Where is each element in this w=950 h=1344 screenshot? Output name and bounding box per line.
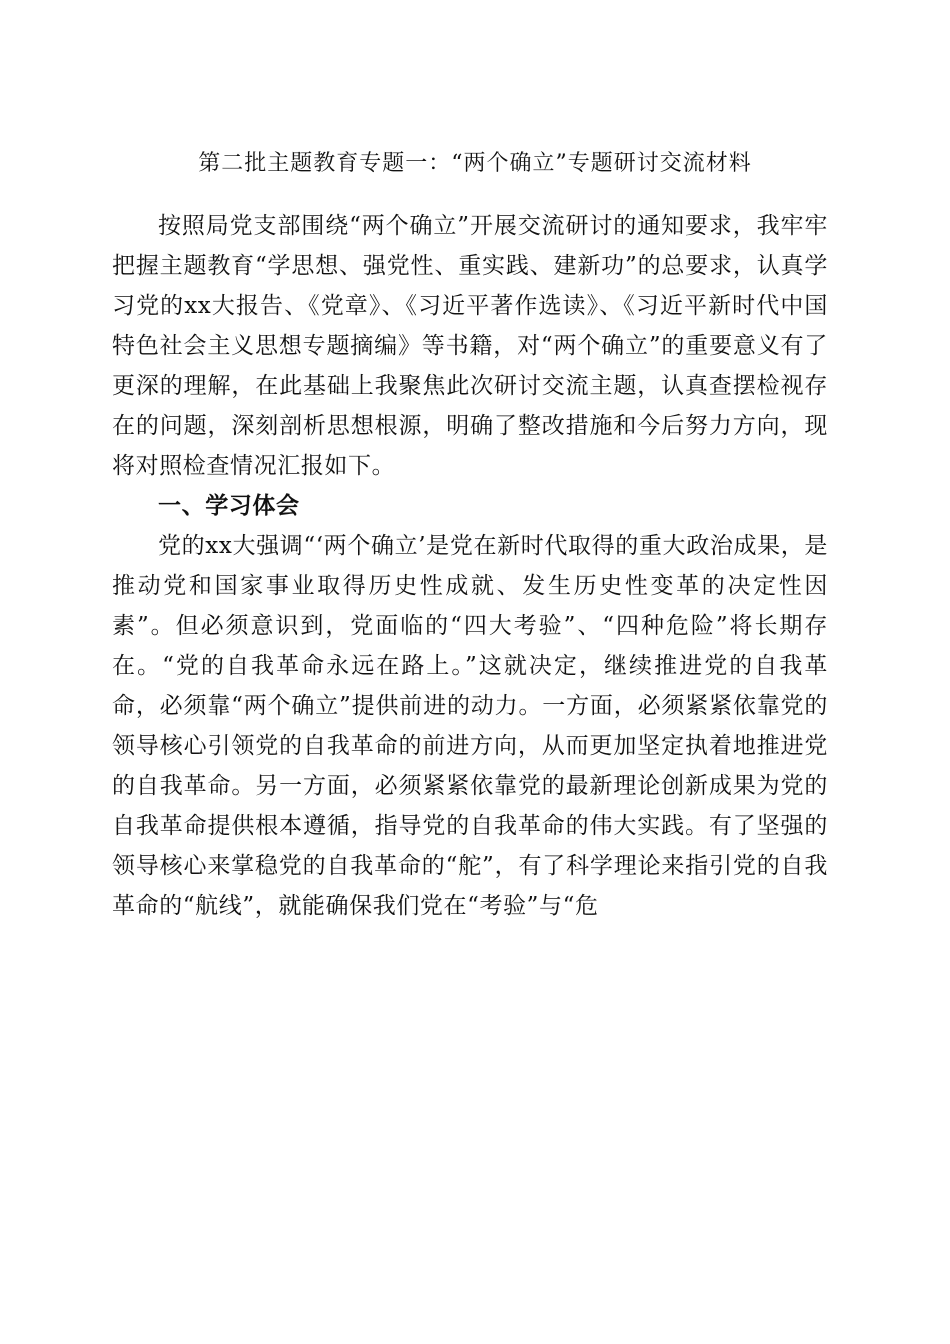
intro-paragraph: 按照局党支部围绕“两个确立”开展交流研讨的通知要求，我牢牢把握主题教育“学思想、强党性、重实践、建新功”的总要求，认真学习党的xx大报告、《党章》、《习近平著作选读》、《习近平新时代中国特色社会主义思想专题摘编》等书籍，对“两个确立”的重要意义有了更深的理解，在此基础上我聚焦此次研讨交流主题，认真查摆检视存在的问题，深刻剖析思想根源，明确了整改措施和今后努力方向，现将对照检查情况汇报如下。 — [112, 213, 828, 479]
document-body — [112, 206, 828, 926]
section-paragraph: 党的xx大强调“‘两个确立’是党在新时代取得的重大政治成果，是推动党和国家事业取得历史性成就、发生历史性变革的决定性因素”。但必须意识到，党面临的“四大考验”、“四种危险”将长期存在。“党的自我革命永远在路上。”这就决定，继续推进党的自我革命，必须靠“两个确立”提供前进的动力。一方面，必须紧紧依靠党的领导核心引领党的自我革命的前进方向，从而更加坚定执着地推进党的自我革命。另一方面，必须紧紧依靠党的最新理论创新成果为党的自我革命提供根本遵循，指导党的自我革命的伟大实践。有了坚强的领导核心来掌稳党的自我革命的“舵”，有了科学理论来指引党的自我革命的“航线”，就能确保我们党在“考验”与“危 — [112, 533, 828, 919]
section-heading: 一、学习体会 — [158, 493, 300, 519]
document-title: 第二批主题教育专题一：“两个确立”专题研讨交流材料 — [198, 151, 752, 176]
